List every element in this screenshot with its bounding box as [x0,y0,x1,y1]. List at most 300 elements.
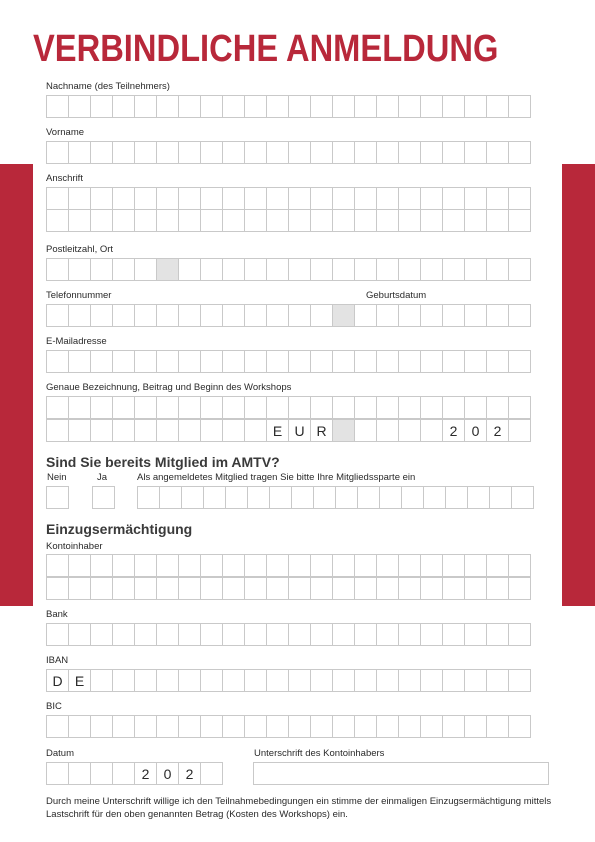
char-box[interactable] [332,623,355,646]
char-box[interactable] [90,350,113,373]
kontoinhaber-field-line-2[interactable] [46,577,531,600]
char-box[interactable] [464,715,487,738]
char-box[interactable] [112,762,135,785]
char-box[interactable] [398,209,421,232]
char-box[interactable] [244,141,267,164]
char-box[interactable]: E [266,419,289,442]
char-box[interactable] [357,486,380,509]
char-box[interactable]: U [288,419,311,442]
char-box[interactable] [112,419,135,442]
nachname-field[interactable] [46,95,531,118]
char-box[interactable] [178,187,201,210]
bic-field[interactable] [46,715,531,738]
char-box[interactable]: 2 [134,762,157,785]
char-box[interactable] [266,95,289,118]
char-box[interactable] [222,419,245,442]
char-box[interactable] [200,419,223,442]
char-box[interactable] [442,623,465,646]
char-box[interactable] [288,187,311,210]
char-box[interactable] [156,209,179,232]
char-box[interactable] [156,141,179,164]
char-box[interactable] [68,141,91,164]
char-box[interactable] [354,95,377,118]
char-box[interactable] [464,350,487,373]
char-box[interactable] [200,715,223,738]
char-box[interactable] [200,396,223,419]
char-box[interactable] [178,304,201,327]
char-box[interactable] [464,258,487,281]
char-box[interactable] [354,350,377,373]
char-box[interactable] [508,141,531,164]
char-box[interactable] [288,554,311,577]
char-box[interactable] [112,258,135,281]
char-box[interactable] [489,486,512,509]
char-box[interactable] [398,350,421,373]
char-box[interactable] [332,396,355,419]
char-box[interactable] [46,396,69,419]
char-box[interactable] [420,350,443,373]
char-box[interactable] [244,623,267,646]
char-box[interactable]: 2 [178,762,201,785]
char-box[interactable] [46,141,69,164]
char-box[interactable] [200,209,223,232]
email-field[interactable] [46,350,531,373]
char-box[interactable] [420,623,443,646]
char-box[interactable] [486,350,509,373]
char-box[interactable] [310,715,333,738]
datum-field[interactable] [46,762,223,785]
char-box[interactable]: 2 [486,419,509,442]
char-box[interactable] [46,623,69,646]
char-box[interactable] [222,350,245,373]
char-box[interactable] [112,396,135,419]
char-box[interactable] [508,419,531,442]
char-box[interactable] [376,715,399,738]
nein-checkbox[interactable] [46,486,69,509]
char-box[interactable] [310,623,333,646]
char-box[interactable] [354,396,377,419]
char-box[interactable] [288,396,311,419]
char-box[interactable] [68,187,91,210]
char-box[interactable]: R [310,419,333,442]
char-box[interactable] [266,141,289,164]
char-box[interactable]: 0 [464,419,487,442]
char-box[interactable] [376,419,399,442]
char-box[interactable] [90,554,113,577]
char-box[interactable] [508,396,531,419]
char-box[interactable] [134,396,157,419]
char-box[interactable] [398,95,421,118]
char-box[interactable] [266,396,289,419]
char-box[interactable] [90,187,113,210]
char-box[interactable] [266,187,289,210]
char-box[interactable] [266,209,289,232]
char-box[interactable]: 0 [156,762,179,785]
mitgliedssparte-field[interactable] [137,486,534,509]
char-box[interactable] [376,623,399,646]
char-box[interactable] [420,258,443,281]
char-box[interactable] [376,187,399,210]
char-box[interactable] [464,95,487,118]
char-box[interactable] [310,554,333,577]
char-box[interactable] [464,623,487,646]
char-box[interactable] [486,187,509,210]
char-box[interactable] [46,187,69,210]
char-box[interactable] [178,715,201,738]
char-box[interactable] [266,258,289,281]
char-box[interactable] [376,669,399,692]
char-box[interactable] [332,187,355,210]
char-box[interactable]: 2 [442,419,465,442]
char-box[interactable] [288,141,311,164]
char-box[interactable] [376,258,399,281]
char-box[interactable] [68,258,91,281]
char-box[interactable] [137,486,160,509]
char-box[interactable] [486,396,509,419]
char-box[interactable] [379,486,402,509]
char-box[interactable] [203,486,226,509]
char-box[interactable] [291,486,314,509]
char-box[interactable] [354,623,377,646]
char-box[interactable] [90,669,113,692]
char-box[interactable] [90,304,113,327]
char-box[interactable] [288,209,311,232]
char-box[interactable] [486,554,509,577]
char-box[interactable] [244,554,267,577]
char-box[interactable] [200,141,223,164]
char-box[interactable] [442,554,465,577]
char-box[interactable] [200,350,223,373]
char-box[interactable] [178,396,201,419]
char-box[interactable] [288,304,311,327]
char-box[interactable] [90,762,113,785]
bank-field[interactable] [46,623,531,646]
char-box[interactable] [90,577,113,600]
char-box[interactable] [112,209,135,232]
char-box[interactable] [310,209,333,232]
char-box[interactable] [420,187,443,210]
char-box[interactable] [310,304,333,327]
char-box[interactable] [112,141,135,164]
char-box[interactable] [178,141,201,164]
char-box[interactable] [244,396,267,419]
char-box[interactable] [420,419,443,442]
char-box[interactable] [156,304,179,327]
char-box[interactable] [90,209,113,232]
char-box[interactable] [178,577,201,600]
char-box[interactable] [247,486,270,509]
char-box[interactable] [46,715,69,738]
char-box[interactable] [442,304,465,327]
char-box[interactable] [266,715,289,738]
char-box[interactable] [420,577,443,600]
char-box[interactable] [178,95,201,118]
char-box[interactable] [376,396,399,419]
char-box[interactable] [156,95,179,118]
anschrift-field-line-2[interactable] [46,209,531,232]
char-box[interactable] [244,304,267,327]
char-box[interactable] [178,209,201,232]
char-box[interactable] [269,486,292,509]
char-box[interactable] [68,209,91,232]
char-box[interactable] [354,258,377,281]
char-box[interactable] [68,396,91,419]
char-box[interactable] [156,396,179,419]
char-box[interactable] [266,554,289,577]
char-box[interactable] [68,715,91,738]
char-box[interactable] [178,554,201,577]
char-box[interactable] [134,209,157,232]
char-box[interactable] [244,350,267,373]
char-box[interactable] [398,258,421,281]
char-box[interactable] [68,350,91,373]
char-box[interactable] [288,95,311,118]
char-box[interactable] [442,715,465,738]
char-box[interactable] [310,187,333,210]
char-box[interactable] [332,209,355,232]
char-box[interactable] [332,141,355,164]
char-box[interactable] [398,715,421,738]
char-box[interactable] [420,141,443,164]
char-box[interactable] [508,715,531,738]
char-box[interactable] [134,715,157,738]
char-box[interactable] [508,95,531,118]
char-box[interactable] [464,209,487,232]
char-box[interactable] [178,350,201,373]
workshop-field-line-1[interactable] [46,396,531,419]
kontoinhaber-field-line-1[interactable] [46,554,531,577]
char-box[interactable] [156,187,179,210]
char-box[interactable] [288,350,311,373]
char-box[interactable] [46,95,69,118]
char-box[interactable] [134,623,157,646]
char-box[interactable] [92,486,115,509]
char-box[interactable] [134,141,157,164]
char-box[interactable] [332,419,355,442]
char-box[interactable] [354,304,377,327]
char-box[interactable] [420,95,443,118]
char-box[interactable] [134,669,157,692]
char-box[interactable] [134,577,157,600]
char-box[interactable] [156,554,179,577]
char-box[interactable] [266,623,289,646]
char-box[interactable] [486,669,509,692]
char-box[interactable] [442,258,465,281]
char-box[interactable] [200,554,223,577]
char-box[interactable] [159,486,182,509]
char-box[interactable] [222,669,245,692]
char-box[interactable] [200,95,223,118]
char-box[interactable] [486,209,509,232]
char-box[interactable] [112,187,135,210]
char-box[interactable] [156,577,179,600]
char-box[interactable] [90,623,113,646]
char-box[interactable] [112,669,135,692]
char-box[interactable] [288,258,311,281]
char-box[interactable] [112,623,135,646]
iban-field[interactable] [46,669,531,692]
char-box[interactable] [332,304,355,327]
char-box[interactable] [354,715,377,738]
char-box[interactable] [398,304,421,327]
char-box[interactable] [508,577,531,600]
char-box[interactable] [266,304,289,327]
char-box[interactable] [288,715,311,738]
char-box[interactable] [90,141,113,164]
char-box[interactable] [90,95,113,118]
char-box[interactable] [445,486,468,509]
char-box[interactable] [511,486,534,509]
char-box[interactable] [398,187,421,210]
char-box[interactable] [112,577,135,600]
char-box[interactable] [244,187,267,210]
char-box[interactable] [508,350,531,373]
char-box[interactable] [90,258,113,281]
char-box[interactable] [244,95,267,118]
char-box[interactable] [156,715,179,738]
char-box[interactable] [464,396,487,419]
char-box[interactable] [68,419,91,442]
char-box[interactable] [46,209,69,232]
char-box[interactable] [46,577,69,600]
char-box[interactable] [486,304,509,327]
char-box[interactable] [508,209,531,232]
char-box[interactable] [310,258,333,281]
char-box[interactable] [332,95,355,118]
signature-field[interactable] [253,762,549,785]
anschrift-field-line-1[interactable] [46,187,531,210]
char-box[interactable] [420,715,443,738]
char-box[interactable] [222,304,245,327]
char-box[interactable] [464,187,487,210]
char-box[interactable] [398,554,421,577]
char-box[interactable] [222,258,245,281]
char-box[interactable] [332,715,355,738]
char-box[interactable] [332,258,355,281]
char-box[interactable] [376,554,399,577]
char-box[interactable] [222,209,245,232]
char-box[interactable] [442,577,465,600]
char-box[interactable] [222,623,245,646]
char-box[interactable] [442,396,465,419]
char-box[interactable] [200,304,223,327]
char-box[interactable] [178,669,201,692]
char-box[interactable] [288,623,311,646]
char-box[interactable] [310,669,333,692]
char-box[interactable] [508,623,531,646]
char-box[interactable] [508,258,531,281]
char-box[interactable] [134,350,157,373]
char-box[interactable] [420,209,443,232]
char-box[interactable] [398,396,421,419]
plz-ort-field[interactable] [46,258,531,281]
char-box[interactable] [178,258,201,281]
char-box[interactable] [464,141,487,164]
char-box[interactable] [134,304,157,327]
char-box[interactable] [244,258,267,281]
char-box[interactable] [354,419,377,442]
char-box[interactable] [90,715,113,738]
char-box[interactable] [222,577,245,600]
char-box[interactable] [486,577,509,600]
char-box[interactable] [46,554,69,577]
char-box[interactable] [90,419,113,442]
char-box[interactable] [376,577,399,600]
char-box[interactable] [222,396,245,419]
char-box[interactable] [222,187,245,210]
char-box[interactable]: E [68,669,91,692]
char-box[interactable] [486,141,509,164]
char-box[interactable] [376,209,399,232]
char-box[interactable] [354,141,377,164]
char-box[interactable] [310,396,333,419]
char-box[interactable] [244,577,267,600]
char-box[interactable] [354,187,377,210]
char-box[interactable] [310,141,333,164]
char-box[interactable] [156,419,179,442]
char-box[interactable] [376,304,399,327]
char-box[interactable] [310,577,333,600]
char-box[interactable] [112,554,135,577]
char-box[interactable] [222,141,245,164]
char-box[interactable] [464,669,487,692]
char-box[interactable] [420,669,443,692]
char-box[interactable] [354,669,377,692]
char-box[interactable] [508,554,531,577]
char-box[interactable] [376,95,399,118]
char-box[interactable] [134,554,157,577]
char-box[interactable] [244,209,267,232]
char-box[interactable] [442,350,465,373]
char-box[interactable] [200,258,223,281]
char-box[interactable] [486,95,509,118]
char-box[interactable] [354,209,377,232]
char-box[interactable] [68,304,91,327]
char-box[interactable] [46,762,69,785]
char-box[interactable] [508,187,531,210]
char-box[interactable] [266,669,289,692]
char-box[interactable] [134,258,157,281]
char-box[interactable] [134,95,157,118]
char-box[interactable] [200,669,223,692]
char-box[interactable] [178,623,201,646]
char-box[interactable] [112,715,135,738]
char-box[interactable] [112,304,135,327]
char-box[interactable] [335,486,358,509]
char-box[interactable] [398,141,421,164]
char-box[interactable] [244,419,267,442]
char-box[interactable] [420,396,443,419]
char-box[interactable] [222,554,245,577]
char-box[interactable] [68,577,91,600]
char-box[interactable] [508,304,531,327]
char-box[interactable] [288,577,311,600]
char-box[interactable] [398,419,421,442]
char-box[interactable] [401,486,424,509]
char-box[interactable] [354,554,377,577]
char-box[interactable] [486,258,509,281]
char-box[interactable] [68,623,91,646]
char-box[interactable] [181,486,204,509]
workshop-field-line-2[interactable] [46,419,531,442]
char-box[interactable] [332,350,355,373]
char-box[interactable] [354,577,377,600]
char-box[interactable] [266,577,289,600]
char-box[interactable] [332,577,355,600]
char-box[interactable] [68,554,91,577]
char-box[interactable] [288,669,311,692]
char-box[interactable] [486,715,509,738]
